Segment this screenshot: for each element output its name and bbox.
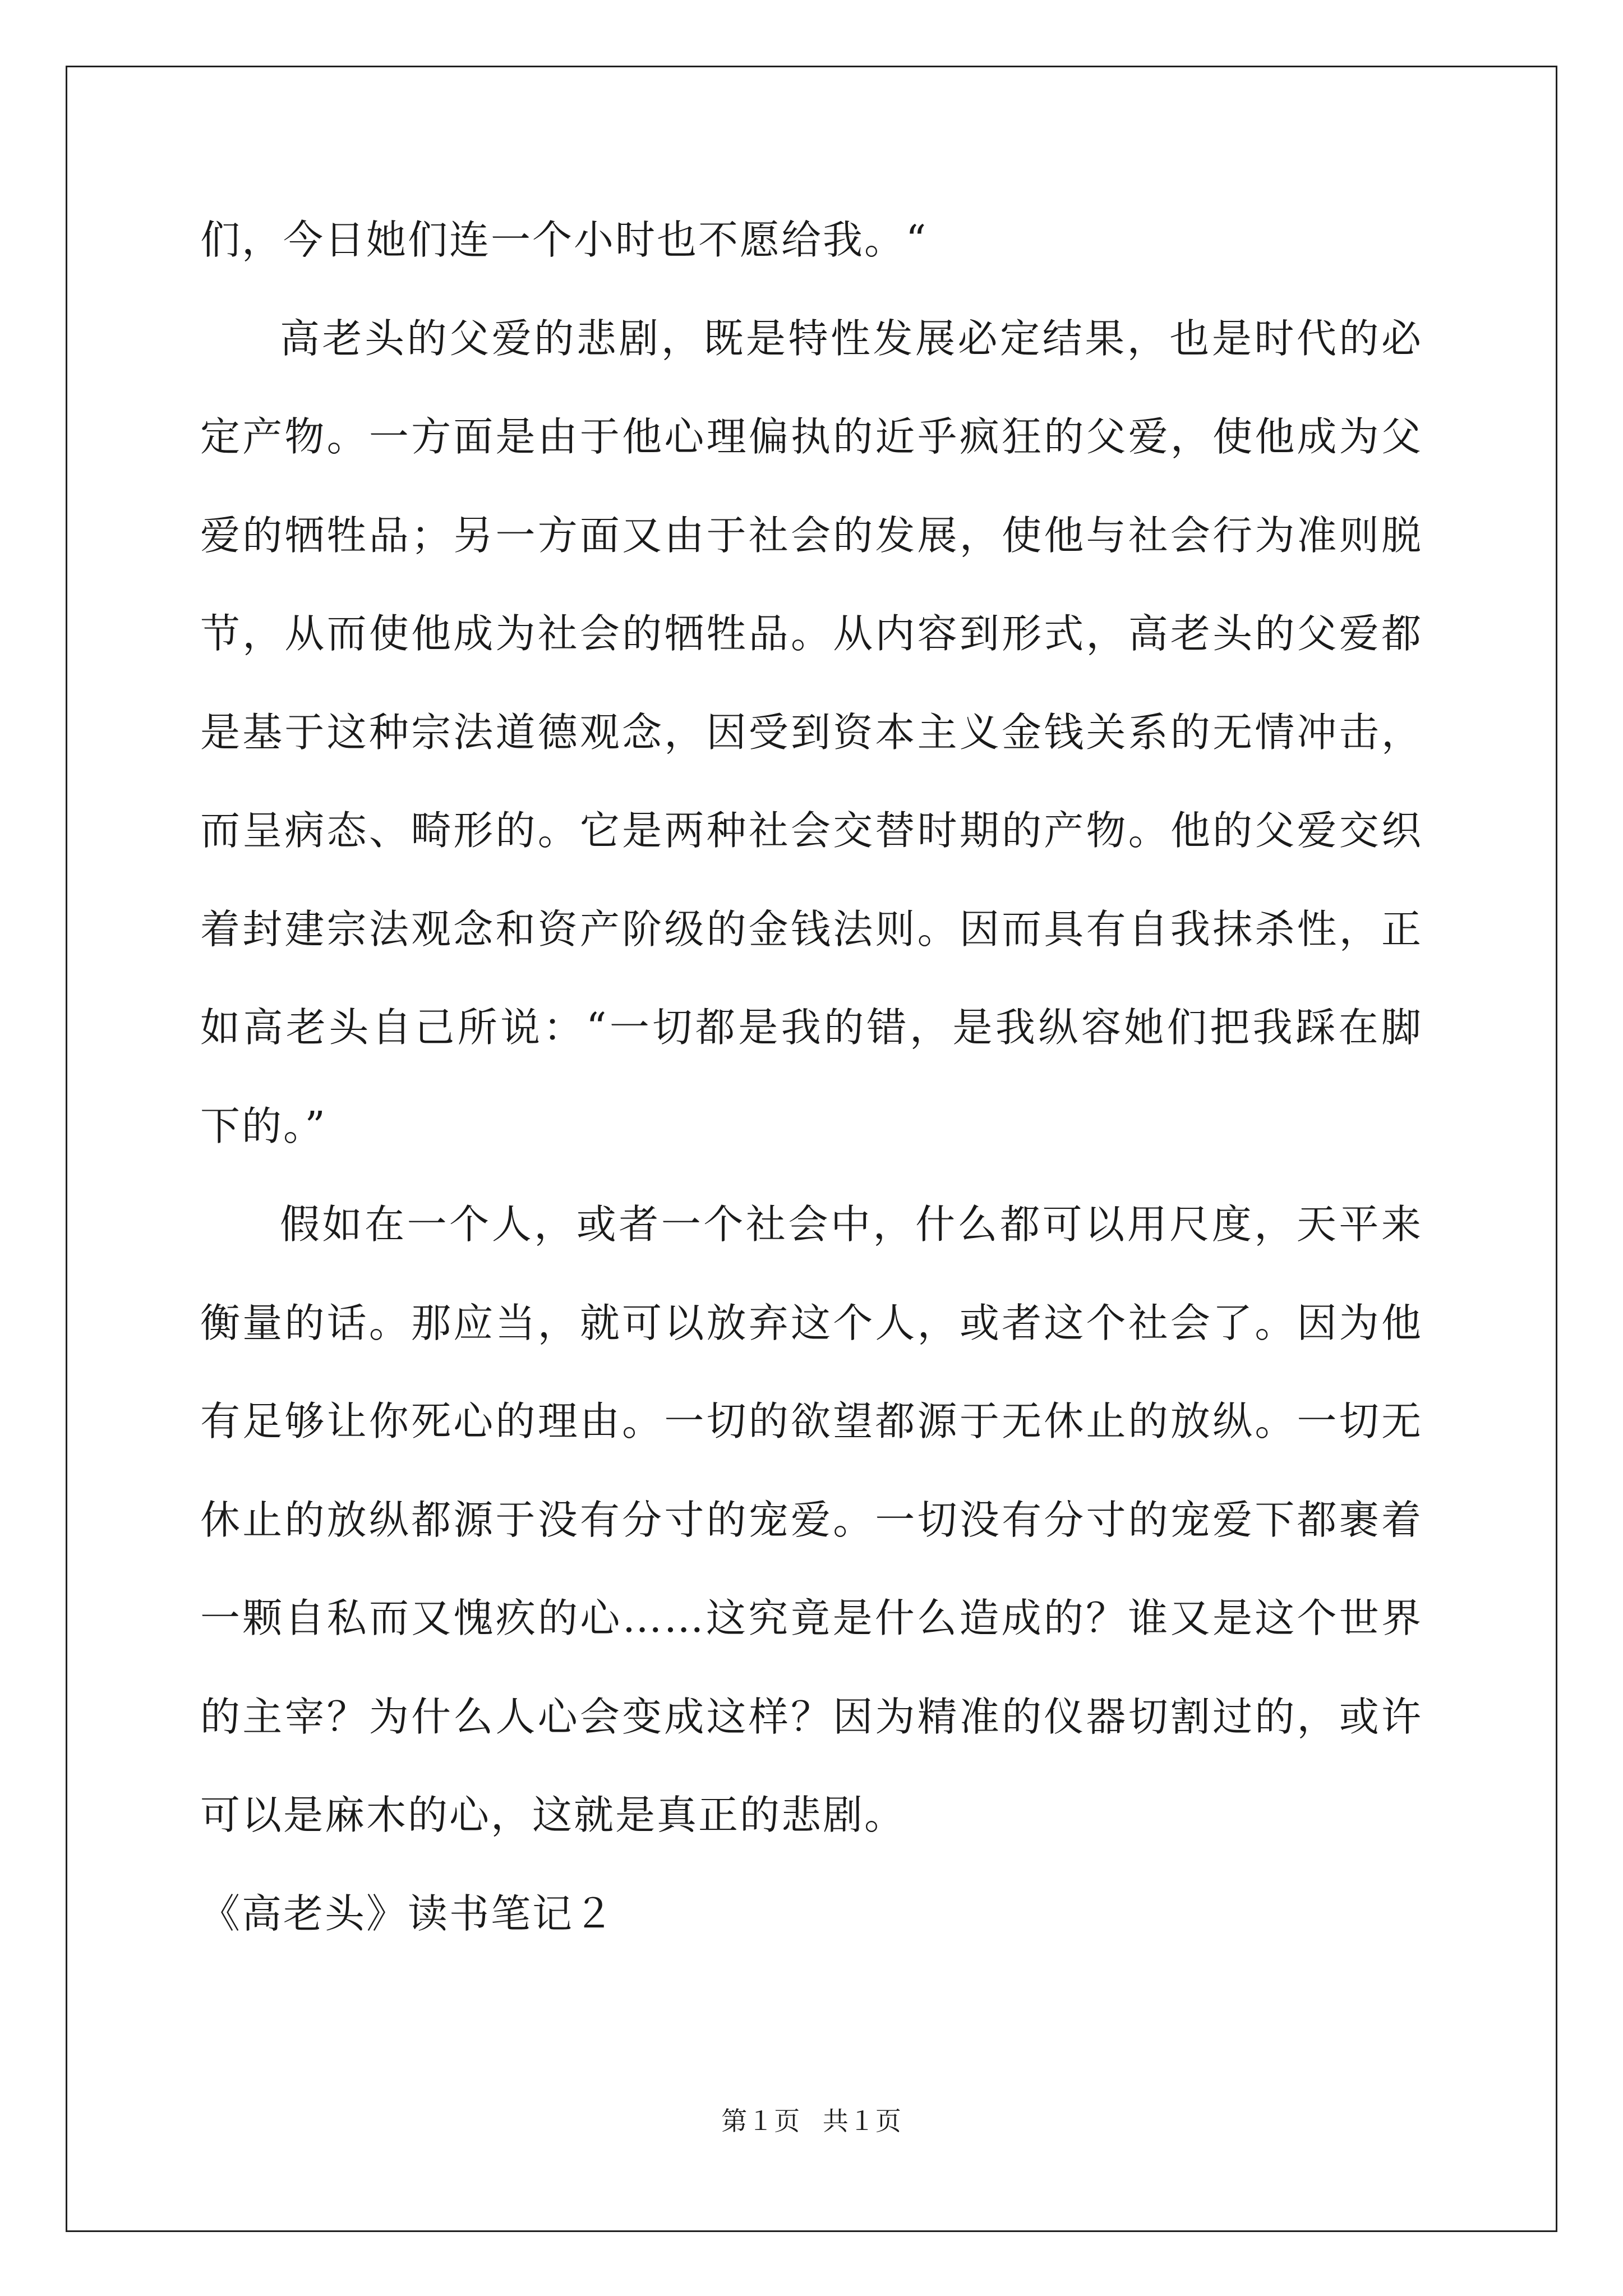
page-number-total: 共１页 bbox=[822, 2106, 902, 2136]
paragraph-3: 假如在一个人，或者一个社会中，什么都可以用尺度，天平来衡量的话。那应当，就可以放弃这个人，或者这个社会了。因为他有足够让你死心的理由。一切的欲望都源于无休止的放纵。一切无休止的放纵都源于没有分寸的宠爱。一切没有分寸的宠爱下都裹着一颗自私而又愧疚的心……这究竟是什么造成的？谁又是这个世界的主宰？为什么人心会变成这样？因为精准的仪器切割过的，或许可以是麻木的心，这就是真正的悲剧。 bbox=[200, 1201, 1423, 1838]
page-number-current: 第１页 bbox=[721, 2106, 801, 2136]
paragraph-1: 们，今日她们连一个小时也不愿给我。“ bbox=[200, 217, 928, 263]
section-heading: 《高老头》读书笔记２ bbox=[200, 1890, 616, 1937]
paragraph-2: 高老头的父爱的悲剧，既是特性发展必定结果，也是时代的必定产物。一方面是由于他心理偏执的近乎疯狂的父爱，使他成为父爱的牺牲品；另一方面又由于社会的发展，使他与社会行为准则脱节，从而使他成为社会的牺牲品。从内容到形式，高老头的父爱都是基于这种宗法道德观念，因受到资本主义金钱关系的无情冲击，而呈病态、畸形的。它是两种社会交替时期的产物。他的父爱交织着封建宗法观念和资产阶级的金钱法则。因而具有自我抹杀性，正如高老头自己所说：“一切都是我的错，是我纵容她们把我踩在脚下的。” bbox=[200, 315, 1423, 1149]
page-footer bbox=[0, 2101, 1623, 2138]
document-body bbox=[200, 191, 1423, 1963]
